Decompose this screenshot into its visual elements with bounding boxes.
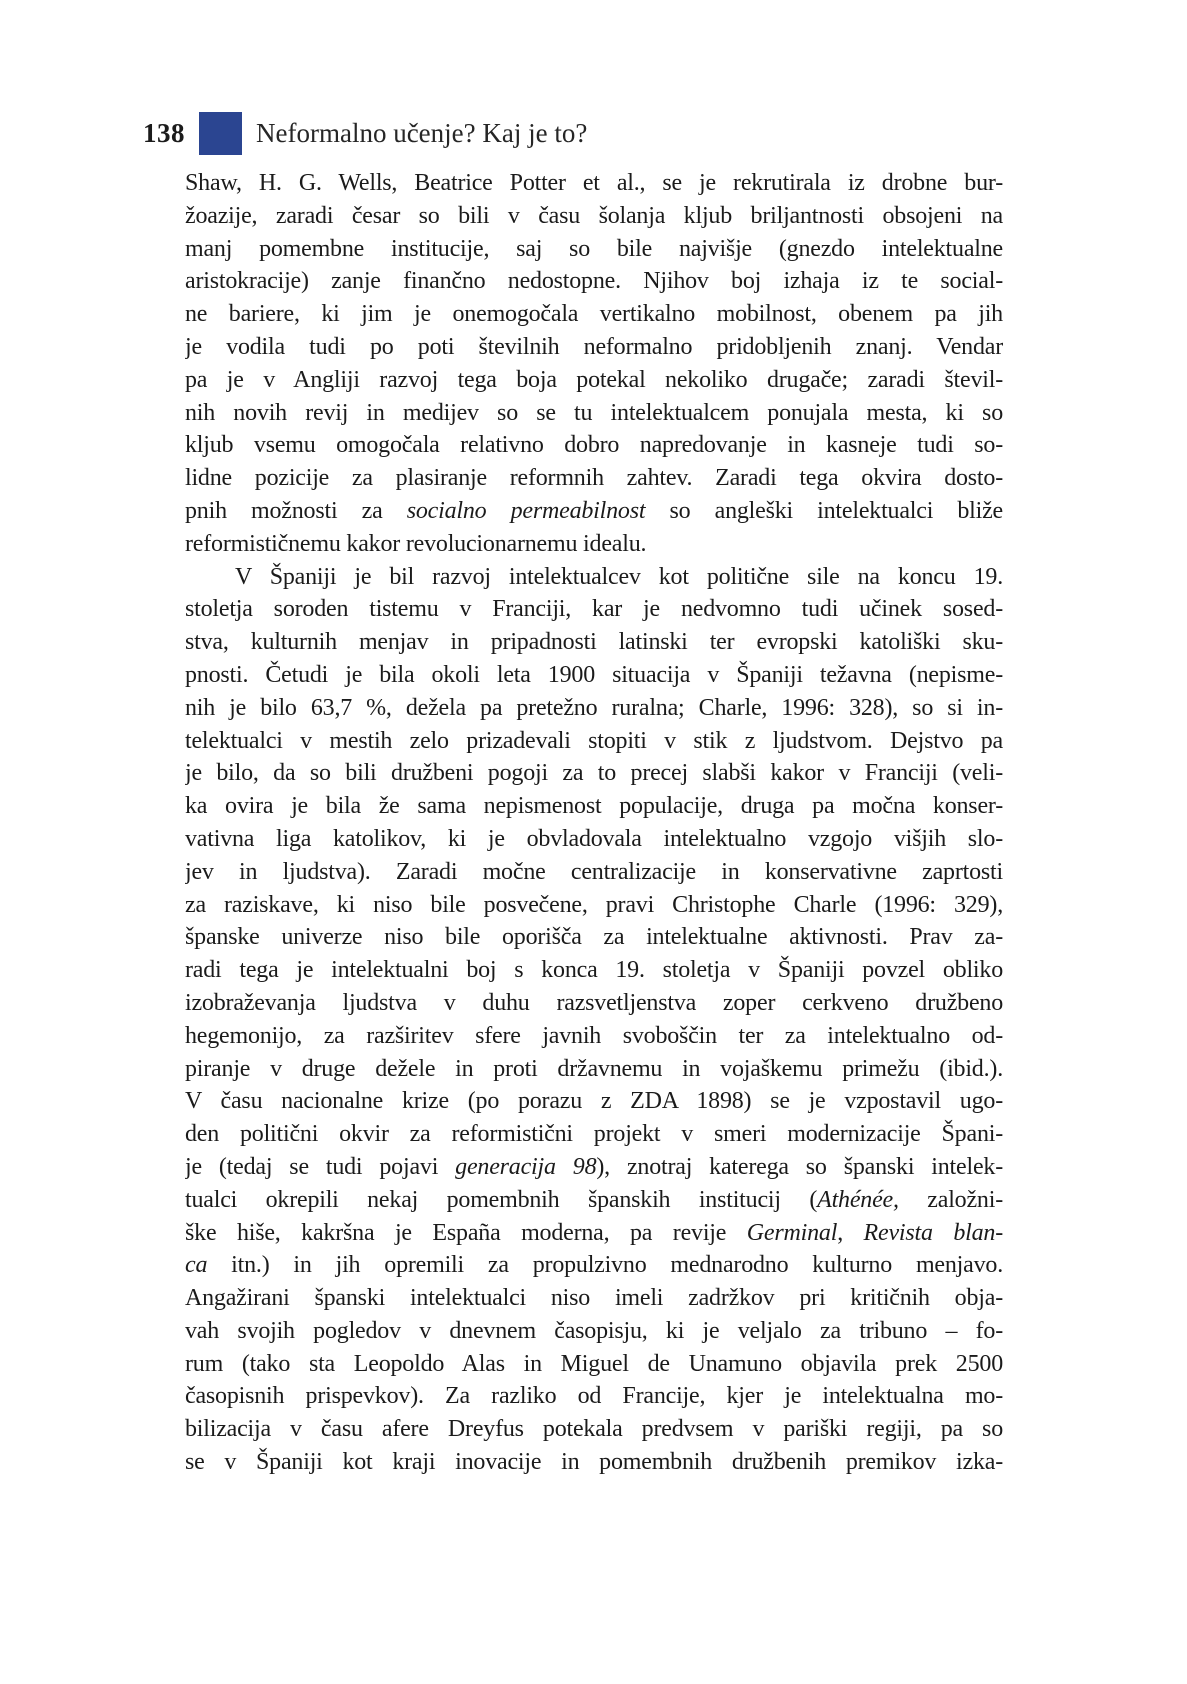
text-segment: je bilo, da so bili družbeni pogoji za to precej slabši kakor v Franciji (veli- (185, 760, 1003, 787)
text-line (185, 298, 1003, 331)
running-header (143, 112, 587, 155)
text-line (185, 757, 1003, 790)
italic-text-segment: ca (185, 1252, 208, 1279)
text-line (185, 1217, 1003, 1250)
italic-text-segment: Germinal (746, 1219, 838, 1246)
text-line (185, 1446, 1003, 1479)
text-segment: ka ovira je bila že sama nepismenost populacije, druga pa močna konser- (185, 793, 1003, 820)
text-segment: , (837, 1219, 864, 1246)
text-line (185, 429, 1003, 462)
text-line (185, 1118, 1003, 1151)
text-segment: pnosti. Četudi je bila okoli leta 1900 situacija v Španiji težavna (nepisme- (185, 661, 1003, 688)
text-segment: rum (tako sta Leopoldo Alas in Miguel de Unamuno objavila prek 2500 (185, 1350, 1003, 1377)
text-segment: vativna liga katolikov, ki je obvladovala intelektualno vzgojo višjih slo- (185, 825, 1003, 852)
text-line (185, 921, 1003, 954)
text-segment: pa je v Angliji razvoj tega boja potekal nekoliko drugače; zaradi števil- (185, 366, 1003, 393)
text-line (185, 200, 1003, 233)
text-line (185, 823, 1003, 856)
italic-text-segment: Revista blan- (863, 1219, 1003, 1246)
text-segment: ne bariere, ki jim je onemogočala vertikalno mobilnost, obenem pa jih (185, 301, 1003, 328)
text-segment: telektualci v mestih zelo prizadevali stopiti v stik z ljudstvom. Dejstvo pa (185, 727, 1003, 754)
text-line (185, 1348, 1003, 1381)
text-line (185, 1085, 1003, 1118)
running-header-title: Neformalno učenje? Kaj je to? (256, 118, 588, 148)
blue-square-icon (199, 112, 242, 155)
text-line (185, 1249, 1003, 1282)
text-segment: španske univerze niso bile oporišča za intelektualne aktivnosti. Prav za- (185, 924, 1003, 951)
text-line (185, 692, 1003, 725)
text-segment: izobraževanja ljudstva v duhu razsvetljenstva zoper cerkveno družbeno (185, 989, 1003, 1016)
text-line (185, 790, 1003, 823)
text-line (185, 1053, 1003, 1086)
text-segment: nih novih revij in medijev so se tu intelektualcem ponujala mesta, ki so (185, 399, 1003, 426)
text-segment: reformističnemu kakor revolucionarnemu idealu. (185, 530, 647, 557)
text-line (185, 1020, 1003, 1053)
text-line (185, 659, 1003, 692)
text-line (185, 1282, 1003, 1315)
page-body-text (185, 167, 1003, 1479)
text-segment: je (tedaj se tudi pojavi (185, 1153, 456, 1180)
text-segment: itn.) in jih opremili za propulzivno mednarodno kulturno menjavo. (207, 1252, 1003, 1279)
text-segment: so angleški intelektualci bliže (645, 497, 1003, 524)
text-line (185, 889, 1003, 922)
text-segment: radi tega je intelektualni boj s konca 19. stoletja v Španiji povzel obliko (185, 957, 1003, 984)
text-line (185, 495, 1003, 528)
text-line (185, 856, 1003, 889)
text-segment: časopisnih prispevkov). Za razliko od Francije, kjer je intelektualna mo- (185, 1383, 1003, 1410)
text-line (185, 167, 1003, 200)
text-segment: bilizacija v času afere Dreyfus potekala predvsem v pariški regiji, pa so (185, 1416, 1003, 1443)
text-line (185, 954, 1003, 987)
text-segment: vah svojih pogledov v dnevnem časopisju, ki je veljalo za tribuno – fo- (185, 1317, 1003, 1344)
text-segment: V Španiji je bil razvoj intelektualcev kot politične sile na koncu 19. (235, 563, 1003, 590)
text-segment: Angažirani španski intelektualci niso imeli zadržkov pri kritičnih obja- (185, 1285, 1003, 1312)
italic-text-segment: generacija 98 (455, 1153, 597, 1180)
text-line (185, 1380, 1003, 1413)
text-segment: založni- (898, 1186, 1003, 1213)
text-segment: stva, kulturnih menjav in pripadnosti latinski ter evropski katoliški sku- (185, 629, 1003, 656)
text-line (185, 626, 1003, 659)
text-segment: aristokracije) zanje finančno nedostopne. Njihov boj izhaja iz te social- (185, 268, 1003, 295)
text-segment: piranje v druge dežele in proti državnemu in vojaškemu primežu (ibid.). (185, 1055, 1003, 1082)
page-number: 138 (143, 118, 185, 148)
text-segment: hegemonijo, za razširitev sfere javnih svoboščin ter za intelektualno od- (185, 1022, 1003, 1049)
text-segment: kljub vsemu omogočala relativno dobro napredovanje in kasneje tudi so- (185, 432, 1003, 459)
text-line (185, 987, 1003, 1020)
text-segment: žoazije, zaradi česar so bili v času šolanja kljub briljantnosti obsojeni na (185, 202, 1003, 229)
text-segment: ške hiše, kakršna je España moderna, pa revije (185, 1219, 747, 1246)
text-line (185, 233, 1003, 266)
text-segment: tualci okrepili nekaj pomembnih španskih institucij ( (185, 1186, 818, 1213)
text-line (185, 1413, 1003, 1446)
text-line (185, 593, 1003, 626)
text-segment: ), znotraj katerega so španski intelek- (596, 1153, 1003, 1180)
text-segment: V času nacionalne krize (po porazu z ZDA 1898) se je vzpostavil ugo- (185, 1088, 1003, 1115)
text-segment: den politični okvir za reformistični projekt v smeri modernizacije Špani- (185, 1121, 1003, 1148)
text-segment: lidne pozicije za plasiranje reformnih zahtev. Zaradi tega okvira dosto- (185, 465, 1003, 492)
text-line (185, 265, 1003, 298)
text-line (185, 364, 1003, 397)
text-line (185, 1315, 1003, 1348)
text-segment: se v Španiji kot kraji inovacije in pomembnih družbenih premikov izka- (185, 1449, 1003, 1476)
italic-text-segment: socialno permeabilnost (406, 497, 646, 524)
text-line (185, 561, 1003, 594)
italic-text-segment: Athénée, (817, 1186, 899, 1213)
text-segment: manj pomembne institucije, saj so bile najvišje (gnezdo intelektualne (185, 235, 1003, 262)
text-segment: nih je bilo 63,7 %, dežela pa pretežno ruralna; Charle, 1996: 328), so si in- (185, 694, 1003, 721)
text-segment: je vodila tudi po poti številnih neformalno pridobljenih znanj. Vendar (185, 333, 1003, 360)
text-segment: Shaw, H. G. Wells, Beatrice Potter et al., se je rekrutirala iz drobne bur- (185, 170, 1003, 196)
text-segment: pnih možnosti za (185, 497, 407, 524)
text-segment: jev in ljudstva). Zaradi močne centralizacije in konservativne zaprtosti (185, 858, 1003, 885)
text-line (185, 528, 1003, 561)
text-line (185, 462, 1003, 495)
text-line (185, 331, 1003, 364)
text-line (185, 397, 1003, 430)
text-line (185, 1151, 1003, 1184)
text-segment: stoletja soroden tistemu v Franciji, kar je nedvomno tudi učinek sosed- (185, 596, 1003, 623)
text-line (185, 725, 1003, 758)
text-segment: za raziskave, ki niso bile posvečene, pravi Christophe Charle (1996: 329), (185, 891, 1003, 918)
text-line (185, 1184, 1003, 1217)
